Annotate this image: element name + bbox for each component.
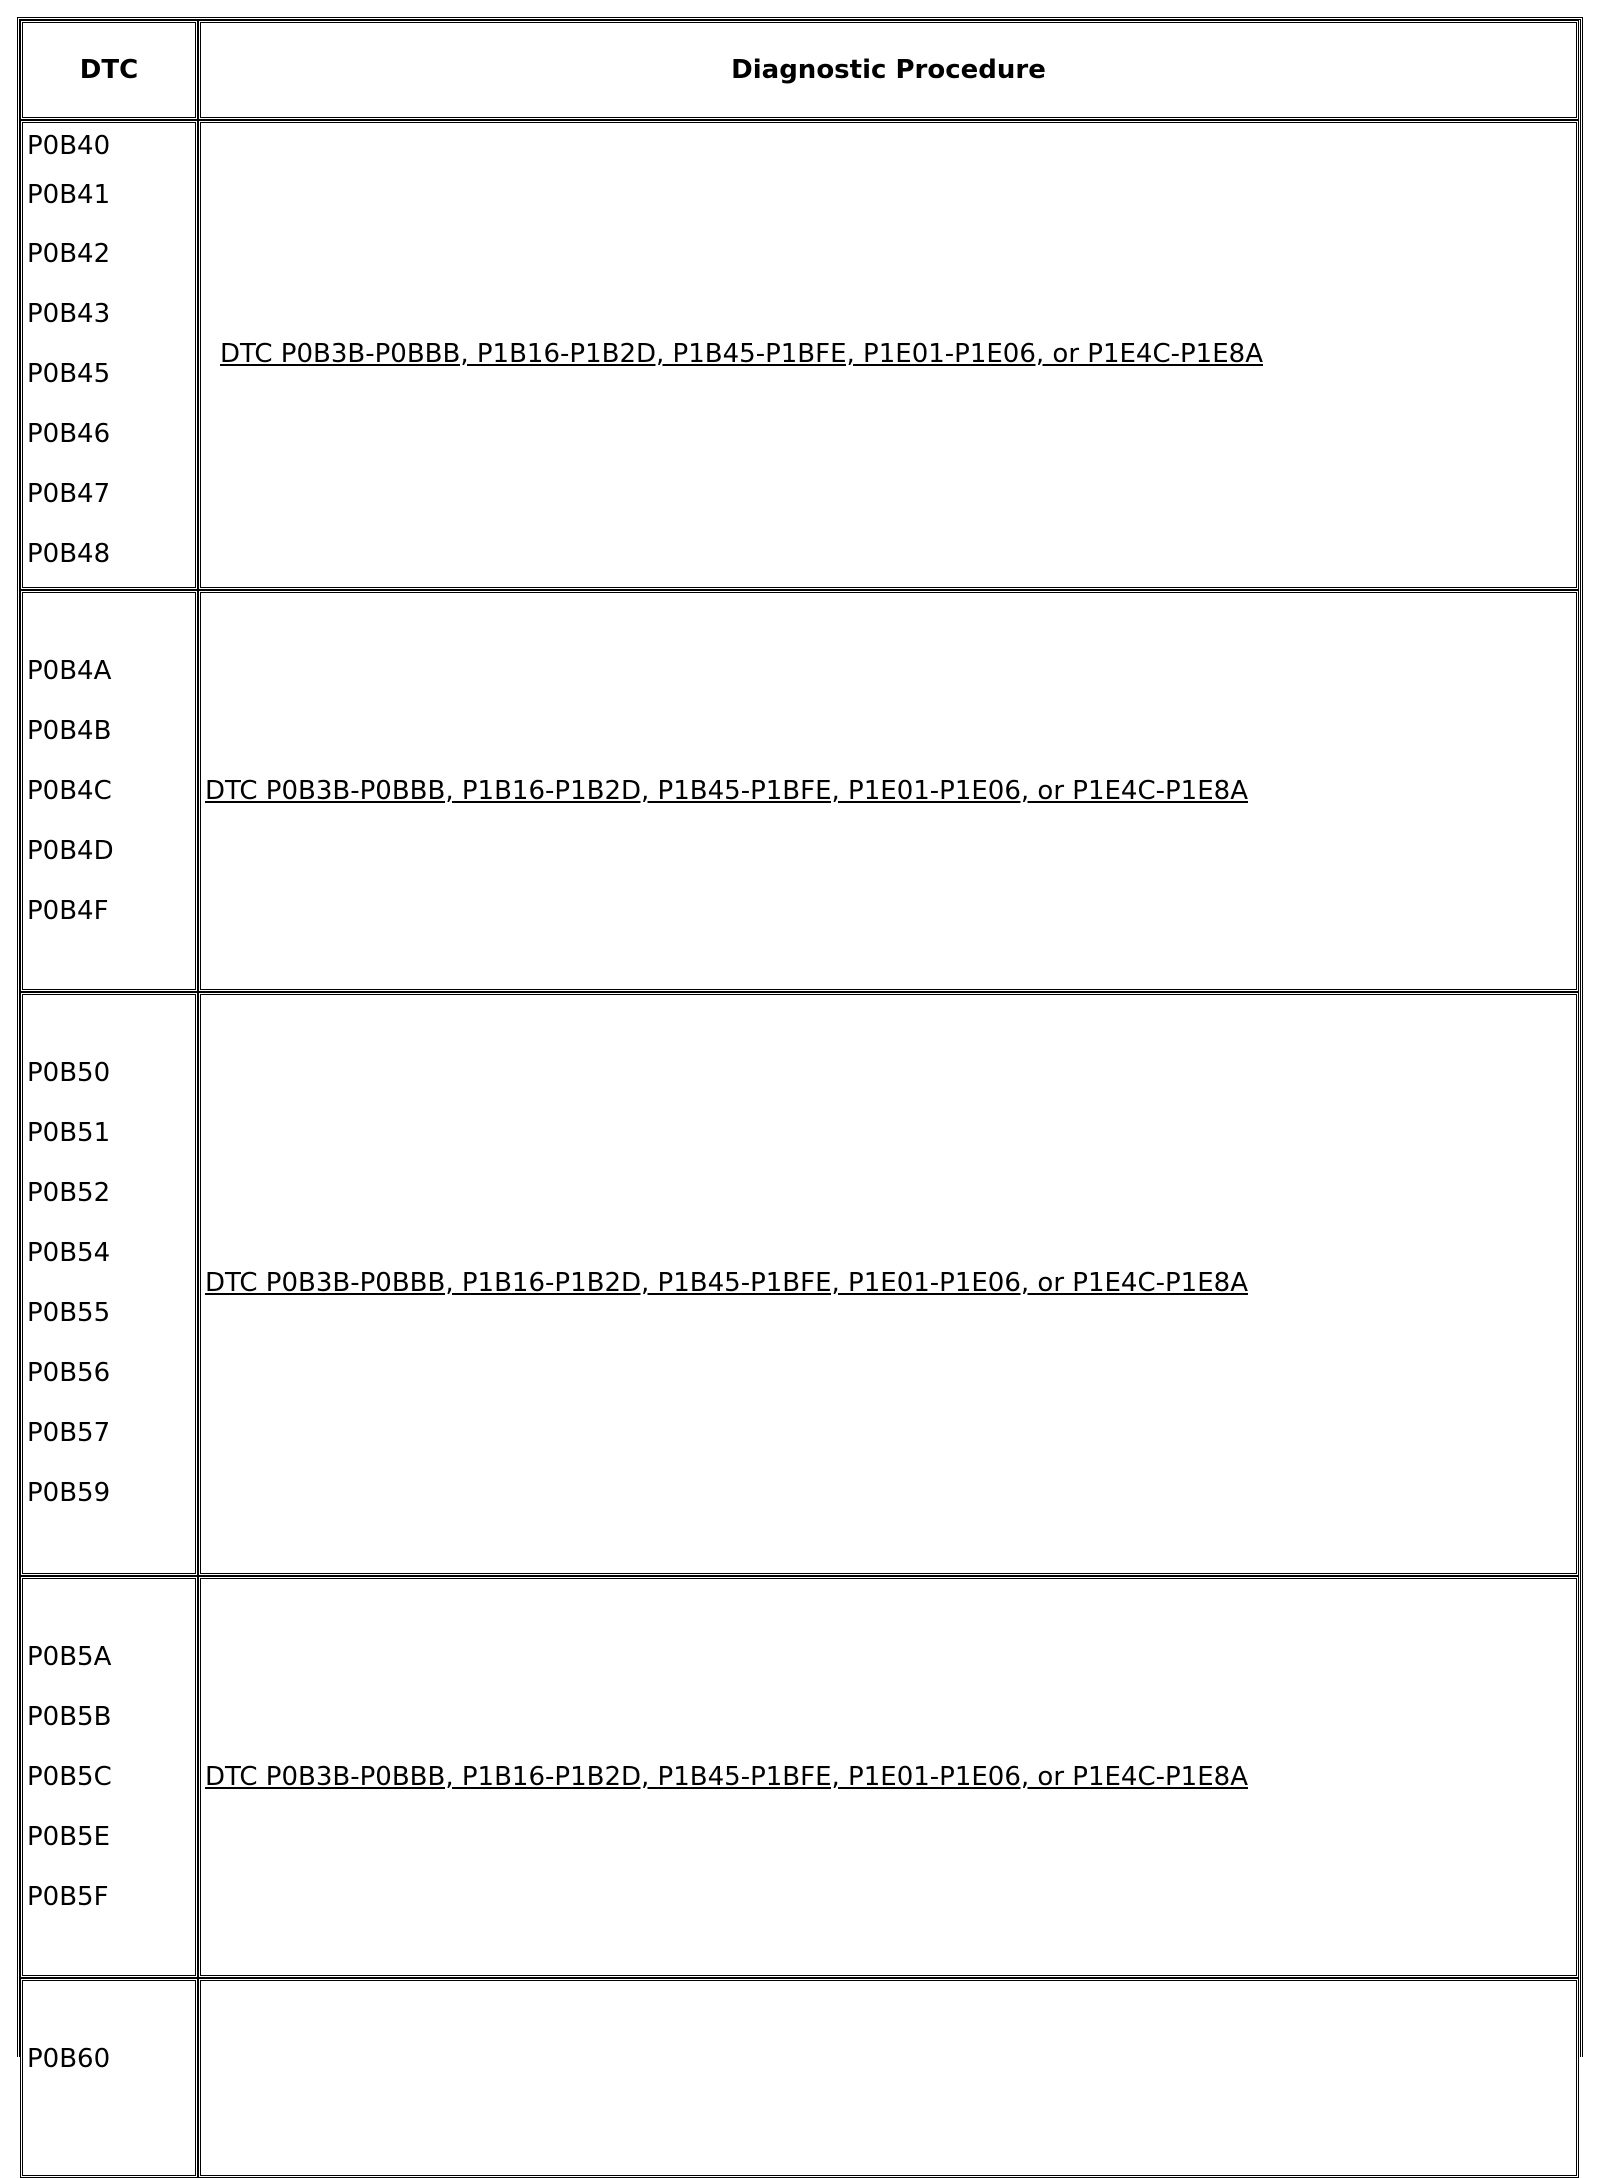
- dtc-code: P0B51: [27, 1118, 111, 1148]
- procedure-link[interactable]: DTC P0B3B-P0BBB, P1B16-P1B2D, P1B45-P1BFE, P1E01-P1E06, or P1E4C-P1E8A: [205, 776, 1248, 806]
- table-row-3-procedure: [198, 992, 1579, 1576]
- dtc-code: P0B54: [27, 1238, 111, 1268]
- dtc-code: P0B5F: [27, 1882, 109, 1912]
- header-procedure: [198, 20, 1579, 120]
- dtc-code: P0B60: [27, 2044, 111, 2074]
- dtc-code: P0B5A: [27, 1642, 112, 1672]
- dtc-code: P0B40: [27, 131, 111, 161]
- dtc-code: P0B4A: [27, 656, 112, 686]
- dtc-code: P0B4F: [27, 896, 109, 926]
- dtc-code: P0B43: [27, 299, 111, 329]
- dtc-code: P0B41: [27, 180, 111, 210]
- table-row-2-dtc: [20, 590, 198, 992]
- table-row-5-dtc: [20, 1978, 198, 2178]
- header-dtc-label: DTC: [79, 55, 139, 85]
- procedure-link[interactable]: DTC P0B3B-P0BBB, P1B16-P1B2D, P1B45-P1BFE, P1E01-P1E06, or P1E4C-P1E8A: [220, 339, 1263, 369]
- dtc-code: P0B47: [27, 479, 111, 509]
- dtc-code: P0B50: [27, 1058, 111, 1088]
- dtc-code: P0B45: [27, 359, 111, 389]
- dtc-code: P0B59: [27, 1478, 111, 1508]
- dtc-table: [17, 17, 1583, 2074]
- dtc-code: P0B4C: [27, 776, 112, 806]
- table-row-1-dtc: [20, 120, 198, 590]
- procedure-link[interactable]: DTC P0B3B-P0BBB, P1B16-P1B2D, P1B45-P1BFE, P1E01-P1E06, or P1E4C-P1E8A: [205, 1268, 1248, 1298]
- table-row-2-procedure: [198, 590, 1579, 992]
- table-row-5-procedure: [198, 1978, 1579, 2178]
- dtc-code: P0B55: [27, 1298, 111, 1328]
- header-procedure-label: Diagnostic Procedure: [731, 55, 1046, 85]
- table-row-3-dtc: [20, 992, 198, 1576]
- dtc-code: P0B57: [27, 1418, 111, 1448]
- dtc-code: P0B48: [27, 539, 111, 569]
- dtc-code: P0B56: [27, 1358, 111, 1388]
- dtc-code: P0B46: [27, 419, 111, 449]
- header-dtc: [20, 20, 198, 120]
- table-row-4-procedure: [198, 1576, 1579, 1978]
- dtc-code: P0B42: [27, 239, 111, 269]
- dtc-code: P0B5C: [27, 1762, 112, 1792]
- dtc-code: P0B52: [27, 1178, 111, 1208]
- dtc-code: P0B4D: [27, 836, 114, 866]
- table-row-4-dtc: [20, 1576, 198, 1978]
- dtc-code: P0B5E: [27, 1822, 111, 1852]
- table-row-1-procedure: [198, 120, 1579, 590]
- dtc-code: P0B5B: [27, 1702, 112, 1732]
- procedure-link[interactable]: DTC P0B3B-P0BBB, P1B16-P1B2D, P1B45-P1BFE, P1E01-P1E06, or P1E4C-P1E8A: [205, 1762, 1248, 1792]
- dtc-code: P0B4B: [27, 716, 112, 746]
